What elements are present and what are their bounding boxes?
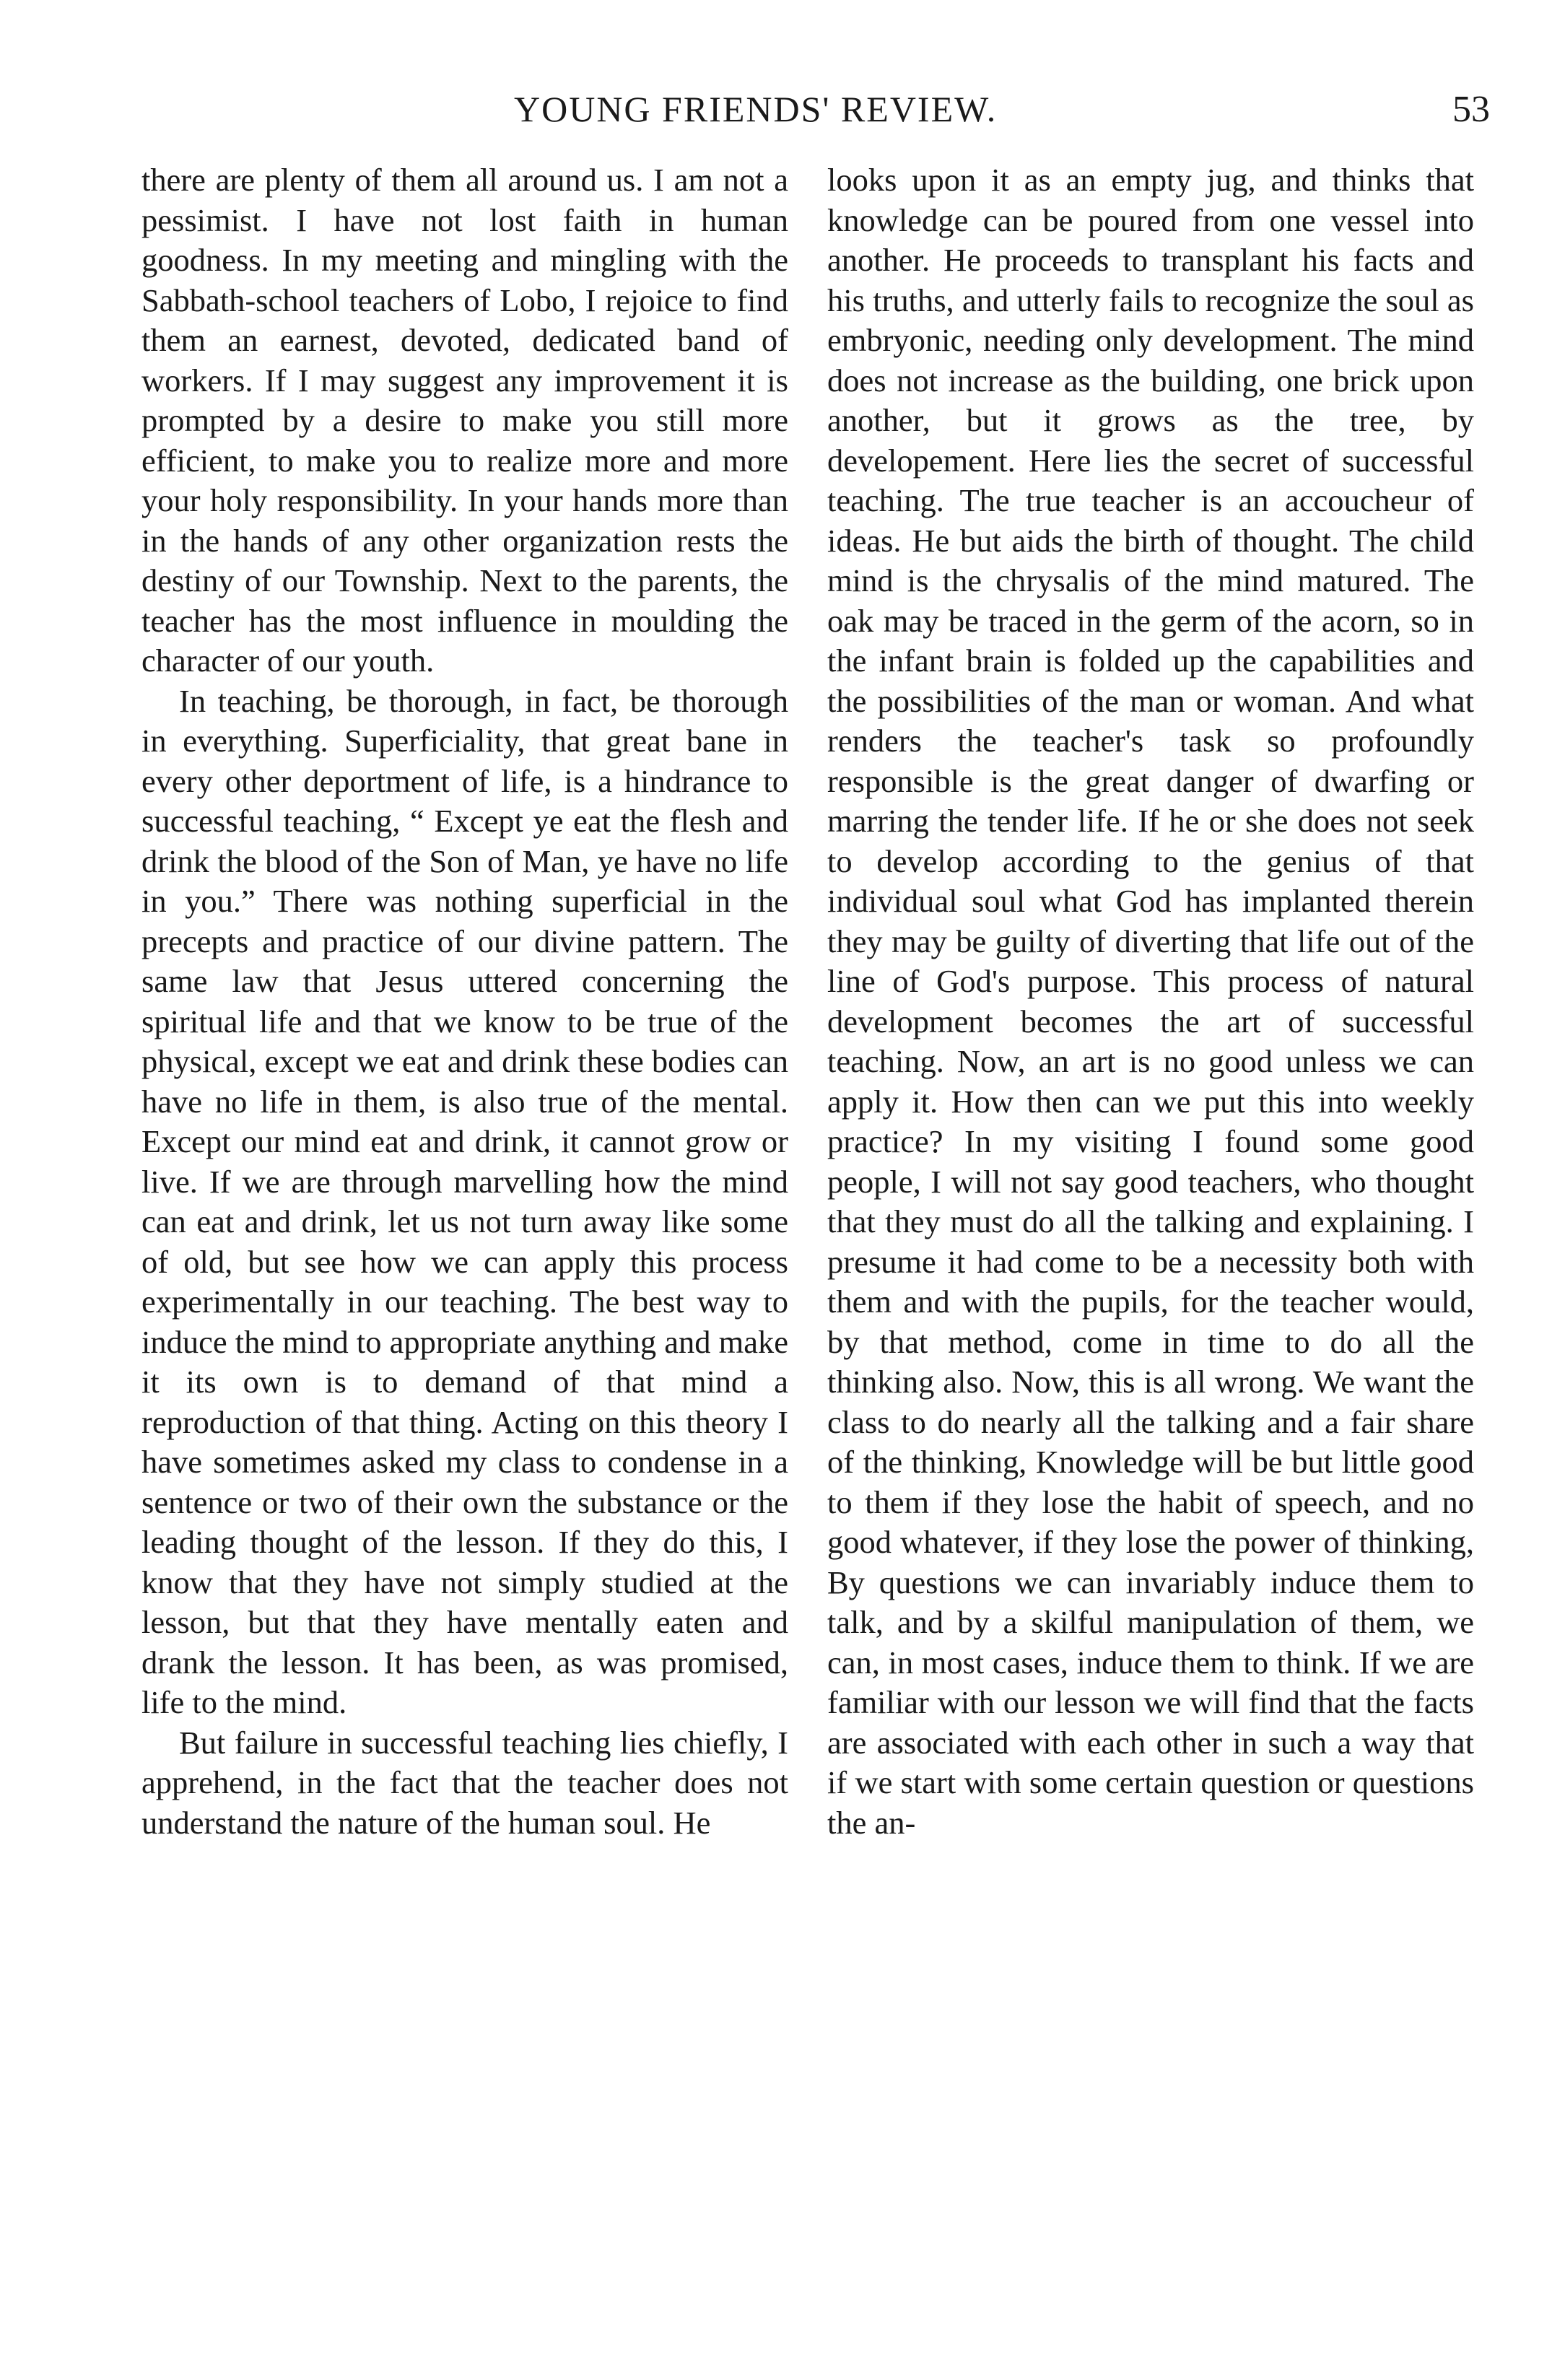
left-paragraph-1: there are plenty of them all around us. I am not a pessimist. I have not lost faith in human goodness. In my meeting and mingling with the Sabbath-school teachers of Lobo, I rejoice to find them an earnest, devoted, dedicated band of workers. If I may suggest any improvement it is prompted by a desire to make you still more efficient, to make you to realize more and more your holy responsibility. In your hands more than in the hands of any other organization rests the destiny of our Township. Next to the parents, the teacher has the most influence in moulding the character of our youth. bbox=[141, 162, 788, 679]
left-column bbox=[141, 160, 788, 1843]
left-paragraph-2: In teaching, be thorough, in fact, be thorough in everything. Superficiality, that great bane in every other deportment of life, is a hindrance to successful teaching, “ Except ye eat the flesh and drink the blood of the Son of Man, ye have no life in you.” There was nothing superficial in the precepts and practice of our divine pattern. The same law that Jesus uttered concerning the spiritual life and that we know to be true of the physical, except we eat and drink these bodies can have no life in them, is also true of the mental. Except our mind eat and drink, it cannot grow or live. If we are through marvelling how the mind can eat and drink, let us not turn away like some of old, but see how we can apply this process experimentally in our teaching. The best way to induce the mind to appropriate anything and make it its own is to demand of that mind a reproduction of that thing. Acting on this theory I have sometimes asked my class to condense in a sentence or two of their own the substance or the leading thought of the lesson. If they do this, I know that they have not simply studied at the lesson, but that they have mentally eaten and drank the lesson. It has been, as was promised, life to the mind. bbox=[141, 682, 788, 1720]
left-paragraph-3: But failure in successful teaching lies chiefly, I apprehend, in the fact that the teacher does not understand the nature of the human soul. He bbox=[141, 1724, 788, 1841]
running-head-title: YOUNG FRIENDS' REVIEW. bbox=[514, 89, 998, 129]
running-head bbox=[0, 88, 1565, 146]
right-column bbox=[827, 160, 1474, 1843]
right-paragraph-1: looks upon it as an empty jug, and thinks that knowledge can be poured from one vessel into another. He proceeds to transplant his facts and his truths, and utterly fails to recognize the soul as embryonic, needing only development. The mind does not increase as the building, one brick upon another, but it grows as the tree, by developement. Here lies the secret of successful teaching. The true teacher is an accoucheur of ideas. He but aids the birth of thought. The child mind is the chrysalis of the mind matured. The oak may be traced in the germ of the acorn, so in the infant brain is folded up the capabilities and the possibilities of the man or woman. And what renders the teacher's task so profoundly responsible is the great danger of dwarfing or marring the tender life. If he or she does not seek to develop according to the genius of that individual soul what God has implanted therein they may be guilty of diverting that life out of the line of God's purpose. This process of natural development becomes the art of successful teaching. Now, an art is no good unless we can apply it. How then can we put this into weekly practice? In my visiting I found some good people, I will not say good teachers, who thought that they must do all the talking and explaining. I presume it had come to be a necessity both with them and with the pupils, for the teacher would, by that method, come in time to do all the thinking also. Now, this is all wrong. We want the class to do nearly all the talking and a fair share of the thinking, Knowledge will be but little good to them if they lose the habit of speech, and no good whatever, if they lose the power of thinking, By questions we can invariably induce them to talk, and by a skilful manipulation of them, we can, in most cases, induce them to think. If we are familiar with our lesson we will find that the facts are associated with each other in such a way that if we start with some certain question or questions the an- bbox=[827, 162, 1474, 1841]
page-number: 53 bbox=[1452, 89, 1490, 130]
